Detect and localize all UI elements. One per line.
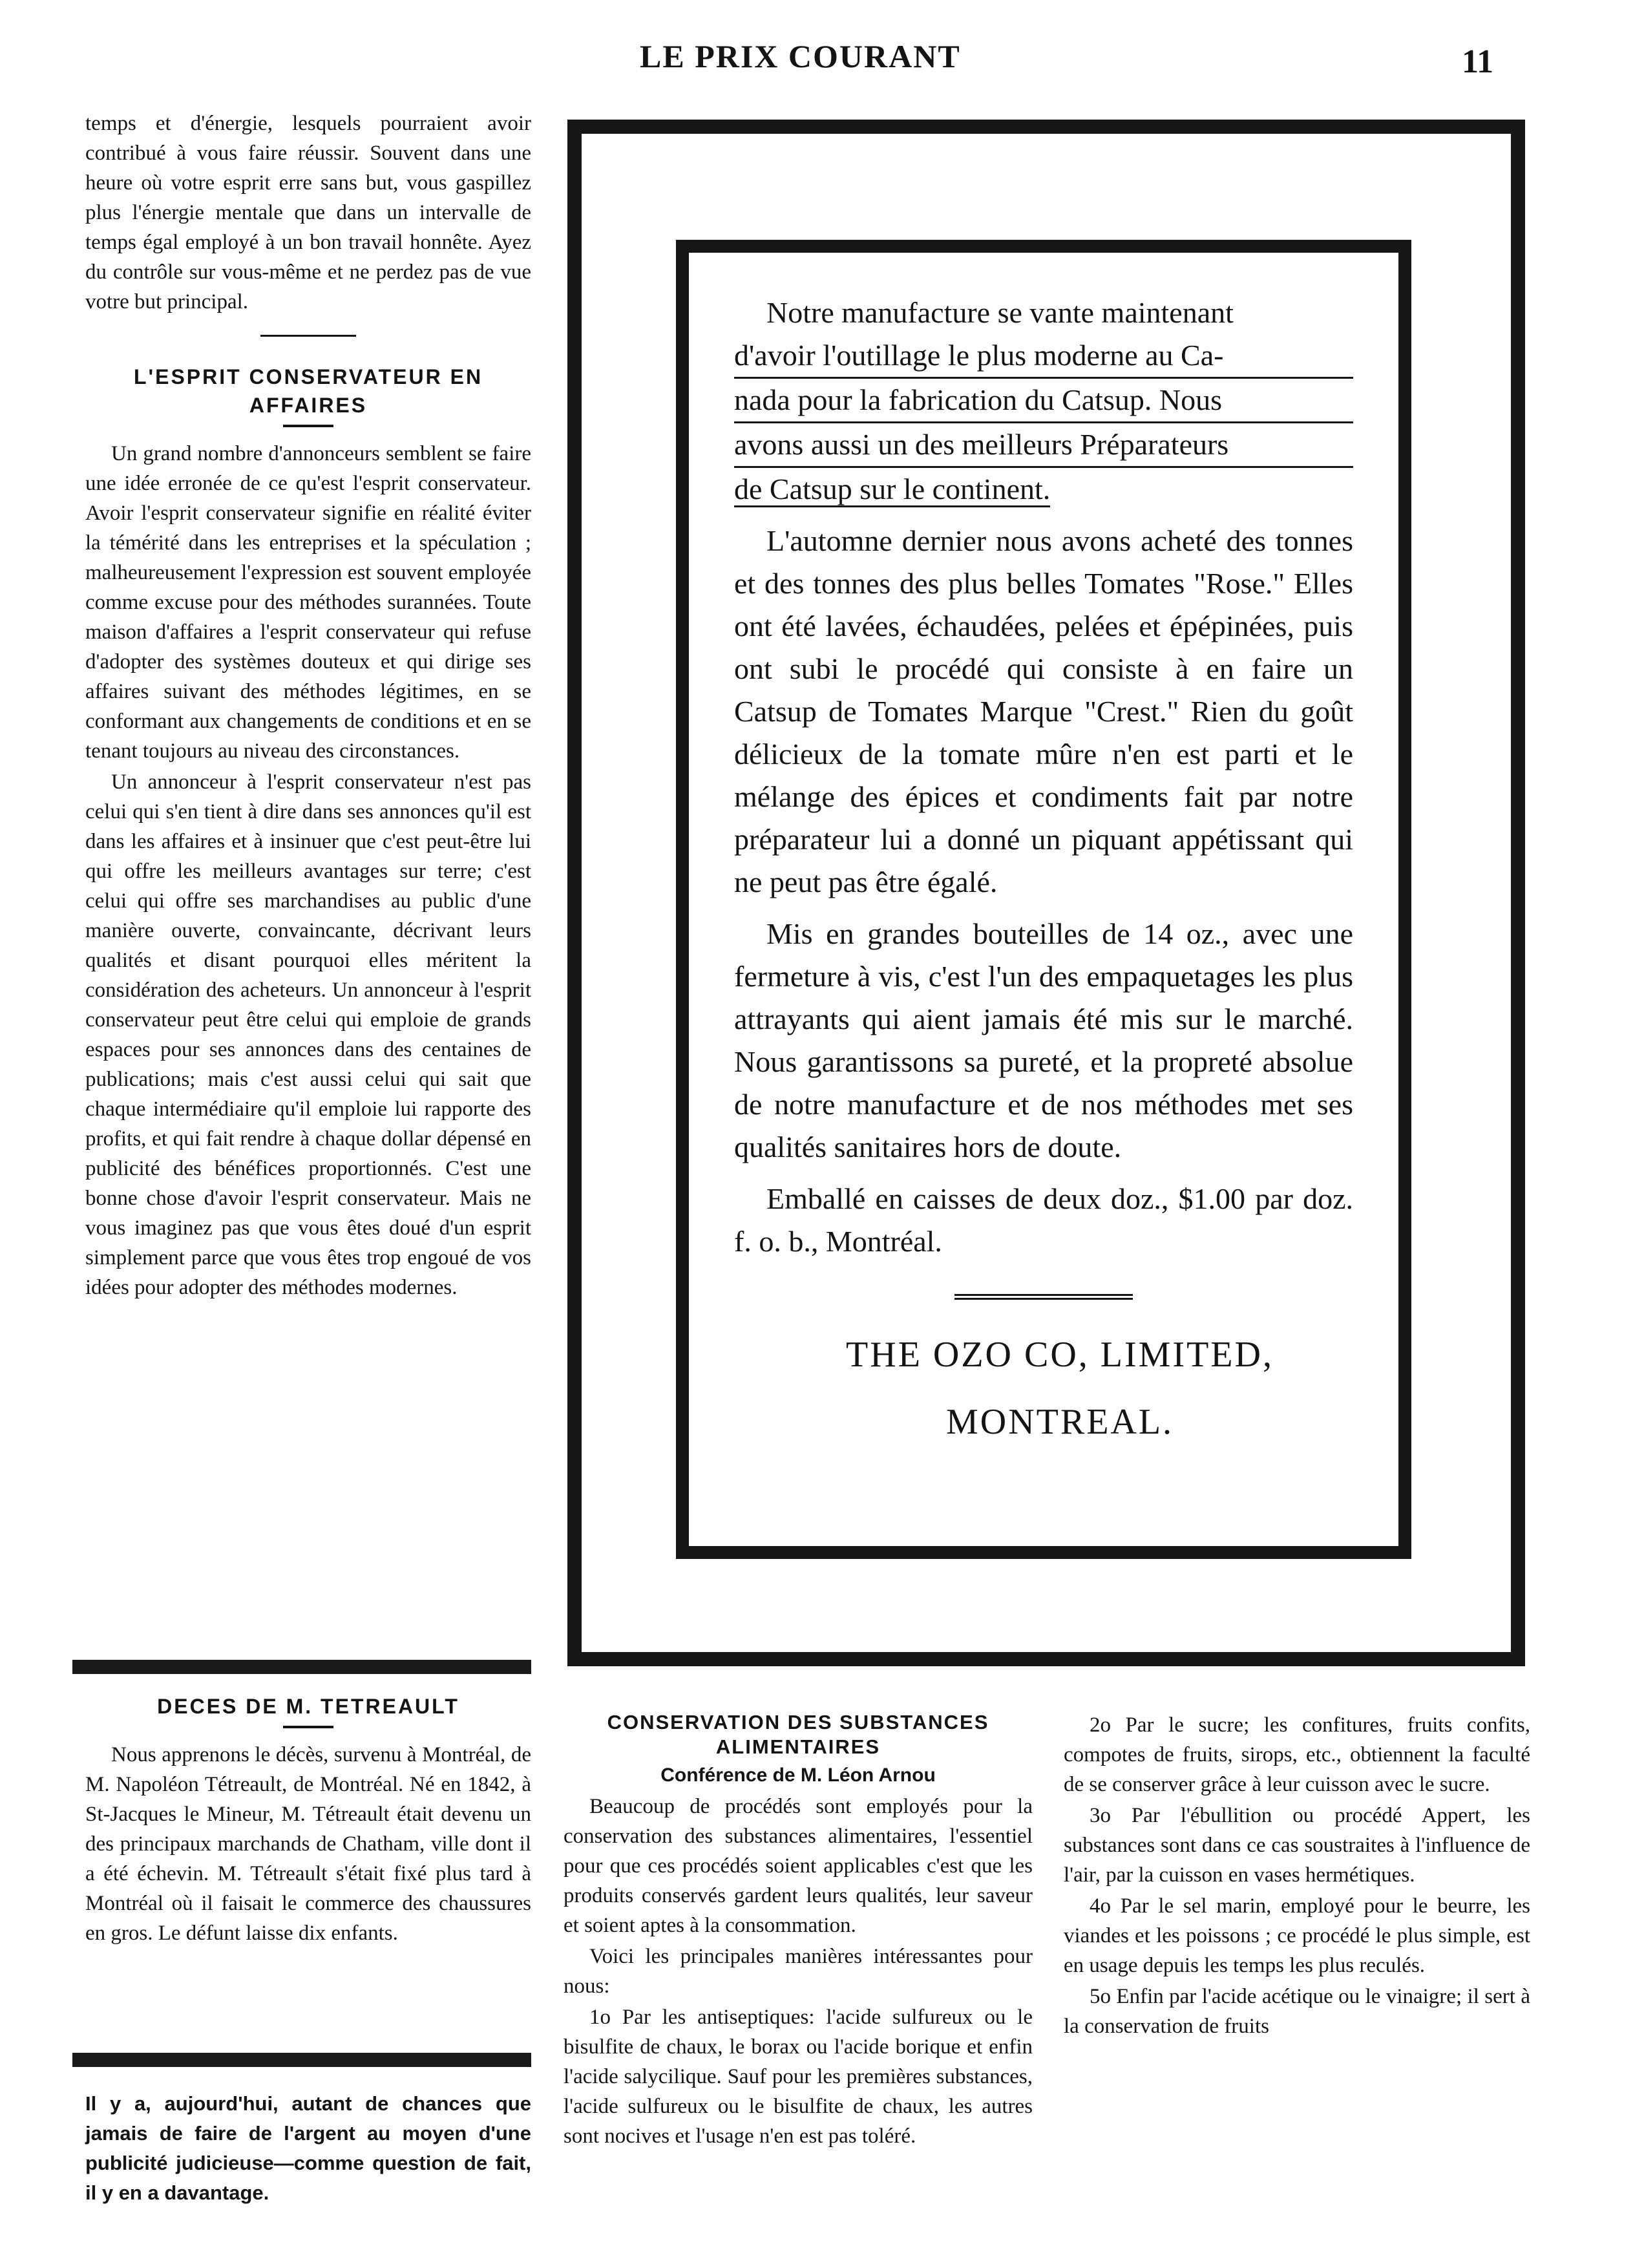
ad-line: Notre manufacture se vante maintenant	[766, 296, 1234, 329]
article-paragraph-7: 5o Enfin par l'acide acétique ou le vinaigre; il sert à la conservation de fruits	[1064, 1985, 1530, 2038]
advertisement-inner-frame	[676, 240, 1411, 1559]
ad-company-name: THE OZO CO, LIMITED,	[846, 1335, 1274, 1375]
esprit-paragraph-2: Un annonceur à l'esprit conservateur n'est pas celui qui s'en tient à dire dans ses annonces qu'il est dans les affaires et à insinuer que c'est peut-être lui qui offre les meilleurs avantages sur terre; c'est celui qui offre ses marchandises au public d'une manière ouverte, convaincante, décrivant leurs qualités et disant pourquoi elles méritent la considération des acheteurs. Un annonceur à l'esprit conservateur peut être celui qui emploie de grands espaces pour ses annonces dans des centaines de publications; mais c'est aussi celui qui sait que chaque intermédiaire qu'il emploie lui rapporte des profits, et qui fait rendre à chaque dollar dépensé en publicité des bénéfices proportionnés. C'est une bonne chose d'avoir l'esprit conservateur. Mais ne vous imaginez pas que vous êtes doué d'un esprit simplement parce que vous êtes trop engoué de vos idées pour adopter des méthodes modernes.	[85, 770, 531, 1299]
left-column-closing-note	[85, 2089, 531, 2209]
article-column-1	[564, 1710, 1033, 2152]
ad-line: avons aussi un des meilleurs Préparateurs	[734, 423, 1353, 468]
ad-line: d'avoir l'outillage le plus moderne au Ca-	[734, 334, 1353, 379]
heading-rule	[283, 425, 333, 427]
ad-company-city: MONTREAL.	[945, 1402, 1174, 1442]
closing-note: Il y a, aujourd'hui, autant de chances que jamais de faire de l'argent au moyen d'une publicité judicieuse—comme question de fait, il y en a davantage.	[85, 2092, 531, 2204]
article-heading: CONSERVATION DES SUBSTANCES ALIMENTAIRES	[607, 1711, 989, 1758]
article-paragraph-3: 1o Par les antiseptiques: l'acide sulfureux ou le bisulfite de chaux, le borax ou l'acide borique et enfin l'acide salycilique. Sauf pour les premières substances, l'acide sulfureux ou le bisulfite de chaux, les autres sont nocives et l'usage n'en est pas toléré.	[564, 2006, 1033, 2148]
article-paragraph-2: Voici les principales manières intéressantes pour nous:	[564, 1945, 1033, 1998]
article-column-2	[1064, 1710, 1530, 2042]
column-divider-bar	[72, 1660, 531, 1674]
article-paragraph-5: 3o Par l'ébullition ou procédé Appert, les substances sont dans ce cas soustraites à l'influence de l'air, par la cuisson en vases hermétiques.	[1064, 1804, 1530, 1887]
heading-rule	[283, 1726, 333, 1728]
ad-line: nada pour la fabrication du Catsup. Nous	[734, 379, 1353, 423]
article-paragraph-4: 2o Par le sucre; les confitures, fruits confits, compotes de fruits, sirops, etc., obtiennent la faculté de se conserver grâce à leur cuisson avec le sucre.	[1064, 1713, 1530, 1796]
section-divider	[260, 335, 356, 337]
section-heading-esprit-conservateur: L'ESPRIT CONSERVATEUR EN AFFAIRES	[133, 365, 483, 417]
article-paragraph-6: 4o Par le sel marin, employé pour le beurre, les viandes et les poissons ; ce procédé le plus simple, est en usage depuis les temps les plus reculés.	[1064, 1894, 1530, 1977]
section-heading-deces: DECES DE M. TETREAULT	[157, 1695, 459, 1718]
ad-paragraph-1	[734, 291, 1353, 511]
ad-line	[734, 468, 1353, 511]
left-column-obituary	[85, 1692, 531, 1949]
page-number: 11	[1462, 43, 1494, 80]
intro-paragraph: temps et d'énergie, lesquels pourraient avoir contribué à vous faire réussir. Souvent dans une heure où votre esprit erre sans but, vous gaspillez plus l'énergie mentale que dans un intervalle de temps égal employé à un bon travail honnête. Ayez du contrôle sur vous-même et ne perdez pas de vue votre but principal.	[85, 112, 531, 313]
page-header-title: LE PRIX COURANT	[640, 38, 961, 74]
column-divider-bar	[72, 2053, 531, 2067]
left-column-upper	[85, 109, 531, 1304]
article-subheading: Conférence de M. Léon Arnou	[660, 1765, 936, 1786]
deces-paragraph: Nous apprenons le décès, survenu à Montréal, de M. Napoléon Tétreault, de Montréal. Né en 1842, à St-Jacques le Mineur, M. Tétreault était devenu un des principaux marchands de Chatham, ville dont il a été échevin. M. Tétreault s'était fixé plus tard à Montréal où il faisait le commerce des chaussures en gros. Le défunt laisse dix enfants.	[85, 1743, 531, 1945]
ad-paragraph-4: Emballé en caisses de deux doz., $1.00 par doz. f. o. b., Montréal.	[734, 1182, 1353, 1258]
ad-paragraph-2: L'automne dernier nous avons acheté des tonnes et des tonnes des plus belles Tomates "Rose." Elles ont été lavées, échaudées, pelées et épépinées, puis ont subi le procédé qui consiste à en faire un Catsup de Tomates Marque "Crest." Rien du goût délicieux de la tomate mûre n'en est parti et le mélange des épices et condiments fait par notre préparateur lui a donné un piquant appétissant qui ne peut pas être égalé.	[734, 524, 1353, 898]
esprit-paragraph-1: Un grand nombre d'annonceurs semblent se faire une idée erronée de ce qu'est l'esprit conservateur. Avoir l'esprit conservateur signifie en réalité éviter la témérité dans les entreprises et la spéculation ; malheureusement l'expression est souvent employée comme excuse pour des méthodes surannées. Toute maison d'affaires a l'esprit conservateur qui refuse d'adopter des systèmes douteux et qui dirige ses affaires suivant des méthodes légitimes, en se conformant aux changements de conditions et en se tenant toujours au niveau des circonstances.	[85, 442, 531, 763]
article-paragraph-1: Beaucoup de procédés sont employés pour la conservation des substances alimentaires, l'essentiel pour que ces procédés soient applicables c'est que les produits conservés gardent leurs qualités, leur saveur et soient aptes à la consommation.	[564, 1795, 1033, 1937]
ad-line-underlined: de Catsup sur le continent.	[734, 472, 1050, 507]
ad-paragraph-3: Mis en grandes bouteilles de 14 oz., avec une fermeture à vis, c'est l'un des empaquetages les plus attrayants qui aient jamais été mis sur le marché. Nous garantissons sa pureté, et la propreté absolue de notre manufacture et de nos méthodes met ses qualités sanitaires hors de doute.	[734, 917, 1353, 1163]
ad-double-rule	[954, 1294, 1133, 1300]
